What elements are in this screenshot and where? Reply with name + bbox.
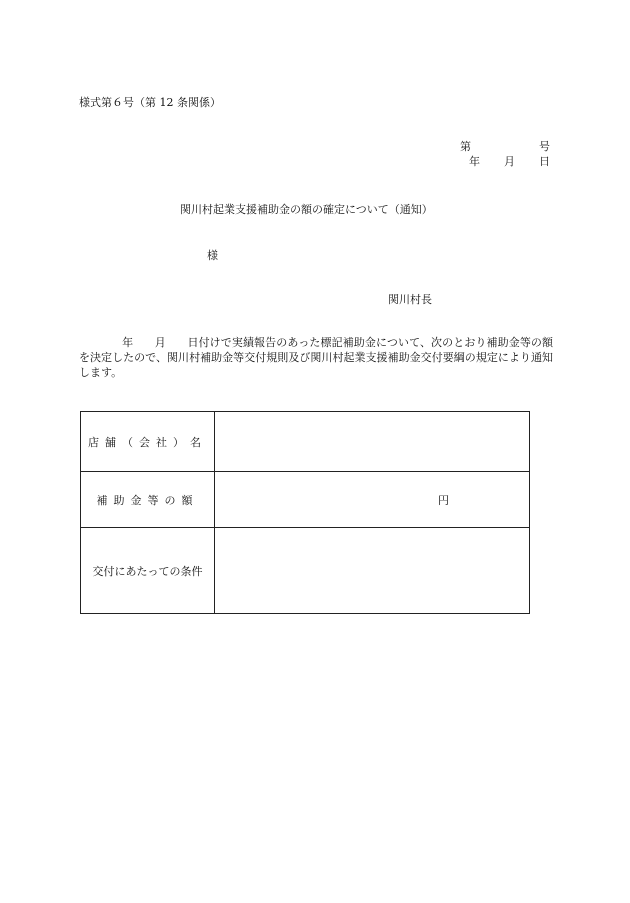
sender-name: 関川村長 [388,293,432,306]
shop-name-label: 店舗（会社）名 [81,412,215,472]
reference-number-suffix: 号 [539,140,550,153]
body-text: 日付けで実績報告のあった標記補助金について、次のとおり補助金等の額を決定したので、関川村補助金等交付規則及び関川村起業支援補助金交付要綱の規定により通知します。 [79,336,554,379]
amount-value-cell [215,472,530,528]
document-title: 関川村起業支援補助金の額の確定について（通知） [180,203,433,216]
reference-date [469,154,550,169]
table-row-shop-name [81,412,530,472]
shop-name-value [215,412,530,472]
body-month-label: 月 [154,336,166,349]
table-row-conditions [81,528,530,614]
amount-unit: 円 [438,493,449,507]
details-table [80,411,530,614]
conditions-label: 交付にあたっての条件 [81,528,215,614]
reference-number [460,139,550,154]
date-year-label: 年 [469,155,480,168]
form-label: 様式第６号（第 12 条関係） [79,96,221,109]
addressee-suffix: 様 [207,249,218,262]
body-paragraph [79,335,553,380]
reference-number-prefix: 第 [460,140,471,153]
body-year-label: 年 [122,336,134,349]
amount-label: 補助金等の額 [81,472,215,528]
table-row-amount [81,472,530,528]
date-month-label: 月 [504,155,515,168]
conditions-value [215,528,530,614]
date-day-label: 日 [539,155,550,168]
